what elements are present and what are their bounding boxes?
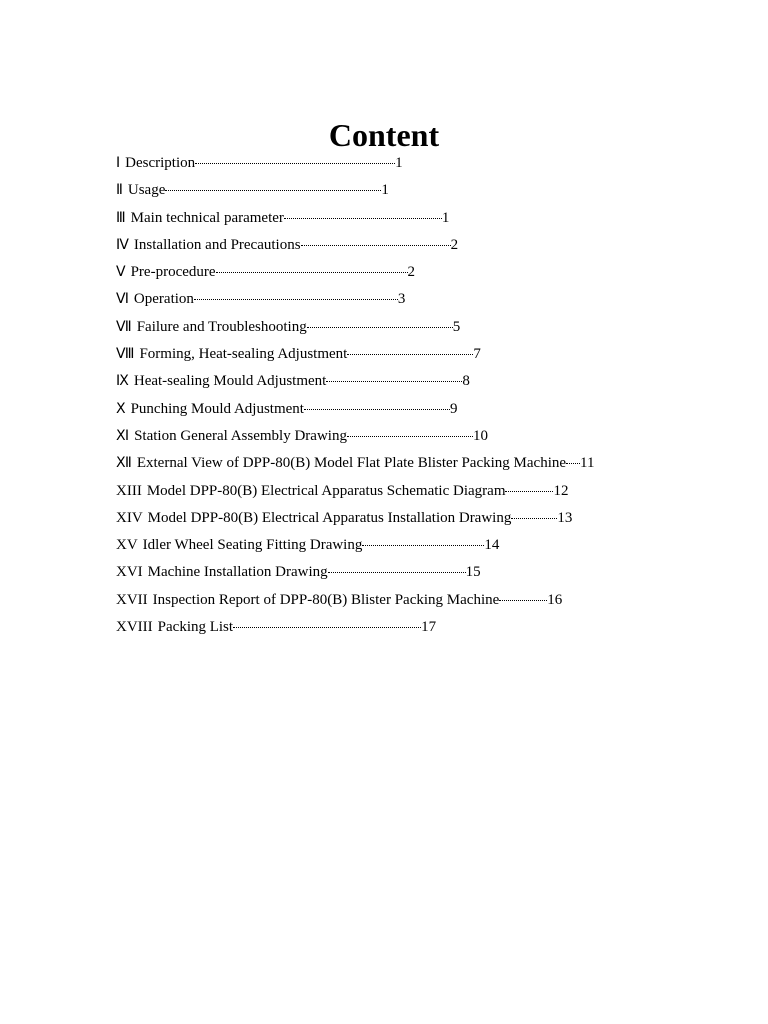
- toc-entry[interactable]: [116, 587, 716, 614]
- entry-page-number: 5: [452, 318, 461, 335]
- entry-page-number: 16: [547, 591, 563, 608]
- entry-title: Usage: [127, 182, 166, 199]
- entry-title: Installation and Precautions: [133, 236, 301, 253]
- dot-leader: [347, 435, 473, 437]
- dot-leader: [326, 380, 462, 382]
- entry-title: Model DPP-80(B) Electrical Apparatus Schematic Diagram: [146, 482, 506, 499]
- entry-number: Ⅳ: [116, 236, 129, 253]
- entry-title: Forming, Heat-sealing Adjustment: [139, 346, 348, 363]
- toc-entry[interactable]: [116, 286, 716, 313]
- toc-entry[interactable]: [116, 368, 716, 395]
- toc-entry[interactable]: [116, 259, 716, 286]
- entry-page-number: 2: [407, 264, 416, 281]
- entry-page-number: 9: [449, 400, 458, 417]
- dot-leader: [195, 162, 395, 164]
- toc-entry[interactable]: [116, 232, 716, 259]
- entry-number: Ⅸ: [116, 373, 129, 390]
- entry-number: XIII: [116, 482, 142, 499]
- entry-title: Failure and Troubleshooting: [136, 318, 307, 335]
- toc-entry[interactable]: [116, 177, 716, 204]
- dot-leader: [499, 599, 547, 601]
- entry-page-number: 2: [450, 236, 459, 253]
- table-of-contents: [116, 150, 716, 641]
- toc-entry[interactable]: [116, 396, 716, 423]
- entry-page-number: 1: [381, 182, 389, 199]
- entry-number: Ⅱ: [116, 182, 123, 199]
- entry-number: Ⅷ: [116, 346, 135, 363]
- dot-leader: [194, 298, 398, 300]
- entry-title: Main technical parameter: [130, 209, 284, 226]
- dot-leader: [566, 462, 580, 464]
- dot-leader: [505, 490, 553, 492]
- entry-number: Ⅹ: [116, 400, 126, 417]
- dot-leader: [307, 326, 453, 328]
- entry-title: Description: [125, 155, 196, 171]
- toc-entry[interactable]: [116, 450, 716, 477]
- entry-title: Punching Mould Adjustment: [130, 400, 304, 417]
- toc-entry[interactable]: [116, 478, 716, 505]
- dot-leader: [511, 517, 557, 519]
- toc-entry[interactable]: [116, 314, 716, 341]
- toc-entry[interactable]: [116, 205, 716, 232]
- entry-page-number: 1: [395, 155, 403, 171]
- dot-leader: [347, 353, 473, 355]
- entry-number: Ⅲ: [116, 209, 126, 226]
- entry-page-number: 11: [580, 455, 595, 472]
- dot-leader: [304, 408, 450, 410]
- entry-page-number: 14: [484, 537, 500, 554]
- entry-number: XVII: [116, 591, 148, 608]
- entry-title: Station General Assembly Drawing: [134, 427, 347, 444]
- entry-number: Ⅶ: [116, 318, 132, 335]
- entry-page-number: 15: [465, 564, 481, 581]
- entry-page-number: 10: [472, 427, 488, 444]
- entry-page-number: 7: [473, 346, 481, 363]
- entry-number: Ⅻ: [116, 455, 132, 472]
- dot-leader: [362, 544, 484, 546]
- entry-page-number: 1: [441, 209, 450, 226]
- page-title: Content: [328, 117, 440, 153]
- toc-entry[interactable]: [116, 532, 716, 559]
- entry-number: Ⅵ: [116, 291, 129, 308]
- entry-title: Idler Wheel Seating Fitting Drawing: [142, 537, 363, 554]
- entry-title: External View of DPP-80(B) Model Flat Plate Blister Packing Machine: [136, 455, 567, 472]
- entry-title: Packing List: [157, 619, 234, 636]
- toc-entry[interactable]: [116, 505, 716, 532]
- dot-leader: [284, 217, 442, 219]
- entry-number: Ⅰ: [116, 155, 121, 171]
- entry-page-number: 17: [421, 619, 437, 636]
- entry-number: XVIII: [116, 619, 153, 636]
- dot-leader: [233, 626, 421, 628]
- entry-title: Heat-sealing Mould Adjustment: [133, 373, 327, 390]
- dot-leader: [328, 571, 466, 573]
- entry-title: Machine Installation Drawing: [147, 564, 328, 581]
- entry-title: Model DPP-80(B) Electrical Apparatus Installation Drawing: [147, 509, 512, 526]
- toc-entry[interactable]: [116, 614, 716, 641]
- entry-page-number: 13: [557, 509, 573, 526]
- toc-entry[interactable]: [116, 559, 716, 586]
- dot-leader: [301, 244, 451, 246]
- entry-title: Operation: [133, 291, 194, 308]
- entry-page-number: 3: [397, 291, 406, 308]
- entry-title: Pre-procedure: [130, 264, 216, 281]
- dot-leader: [216, 271, 408, 273]
- entry-title: Inspection Report of DPP-80(B) Blister Packing Machine: [152, 591, 500, 608]
- toc-entry[interactable]: [116, 341, 716, 368]
- entry-number: Ⅴ: [116, 264, 126, 281]
- entry-number: Ⅺ: [116, 427, 130, 444]
- entry-page-number: 8: [462, 373, 470, 390]
- entry-number: XIV: [116, 509, 143, 526]
- toc-entry[interactable]: [116, 150, 716, 177]
- dot-leader: [165, 189, 381, 191]
- toc-entry[interactable]: [116, 423, 716, 450]
- entry-number: XV: [116, 537, 138, 554]
- entry-number: XVI: [116, 564, 143, 581]
- entry-page-number: 12: [553, 482, 569, 499]
